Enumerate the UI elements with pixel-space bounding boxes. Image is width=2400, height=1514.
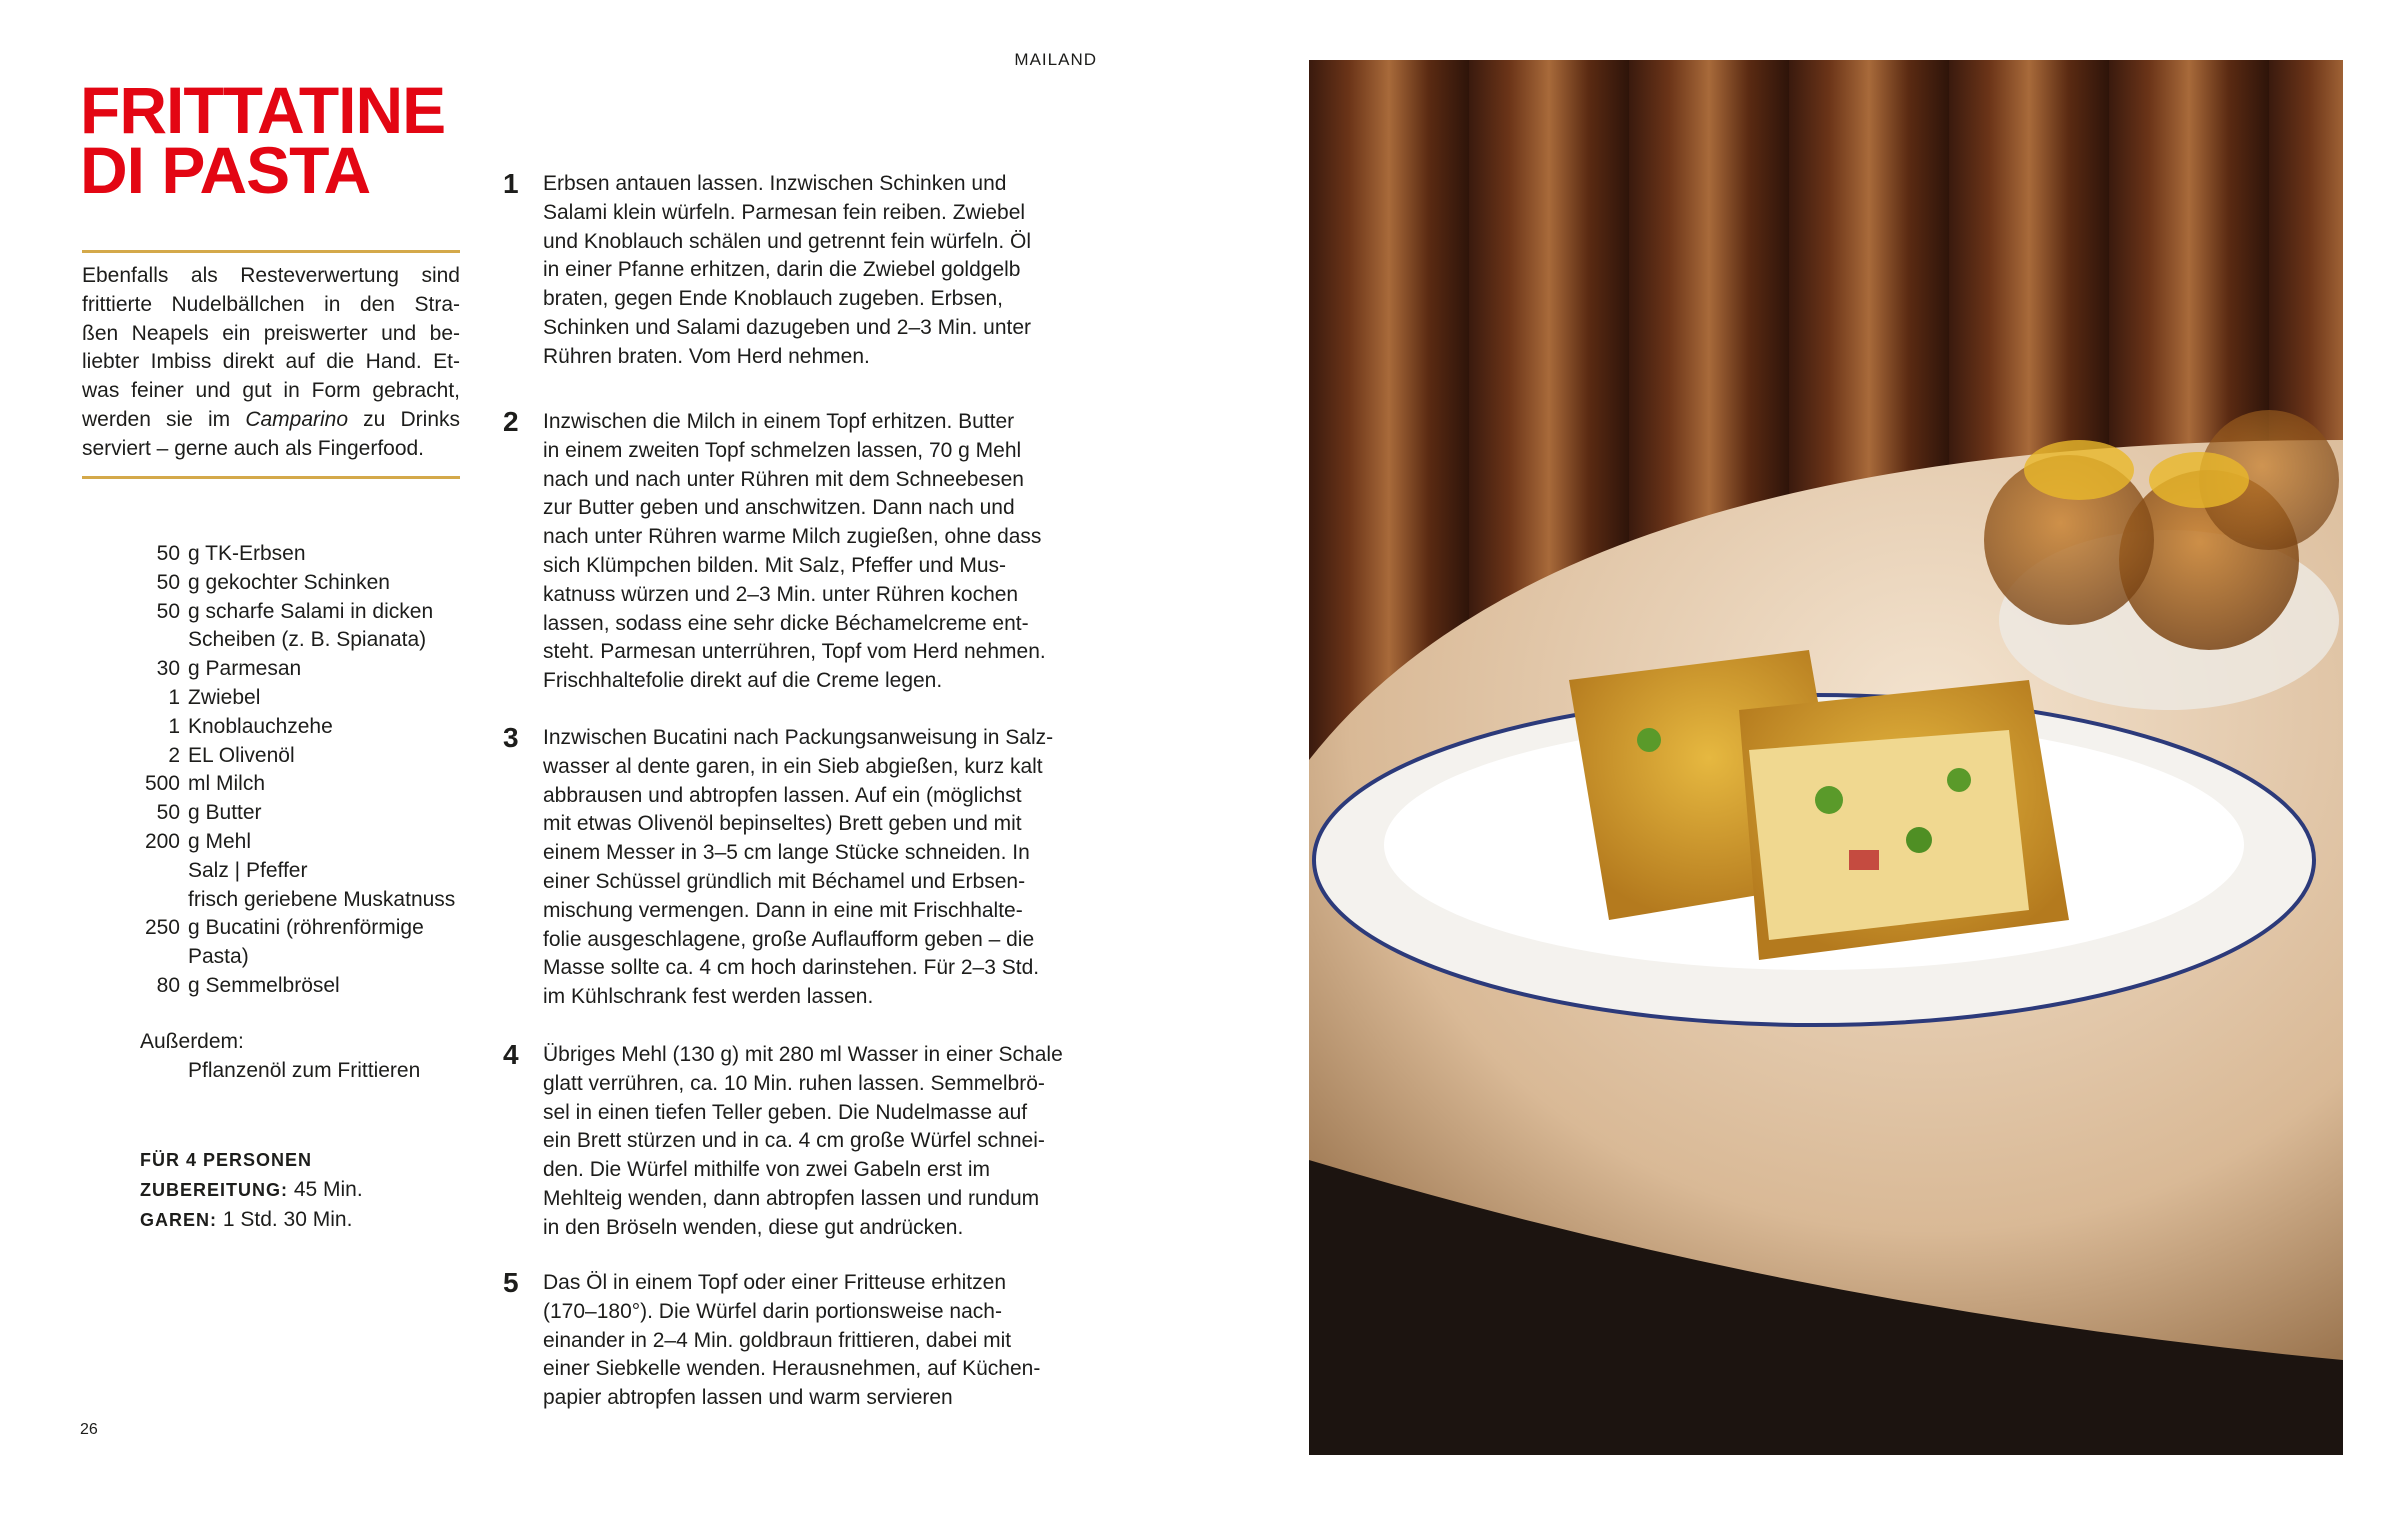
intro-line: liebter Imbiss direkt auf die Hand. Et- [82, 350, 460, 374]
ingredient-quantity: 50 [156, 542, 180, 565]
title-line: DI PASTA [80, 133, 371, 207]
extra-heading: Außerdem: [140, 1030, 244, 1053]
ingredient-quantity [120, 626, 188, 655]
step-line: ein Brett stürzen und in ca. 4 cm große Würfel schnei- [543, 1129, 1045, 1153]
step-line: Das Öl in einem Topf oder einer Fritteuse erhitzen [543, 1271, 1007, 1294]
ingredient-row [120, 799, 455, 828]
step-line: braten, gegen Ende Knoblauch zugeben. Erbsen, [543, 287, 1004, 311]
ingredient-quantity: 500 [144, 772, 180, 796]
step-line: katnuss würzen und 2–3 Min. unter Rühren kochen [543, 582, 1019, 606]
step-line: nach und nach unter Rühren mit dem Schneebesen [543, 467, 1024, 491]
step-line: nach unter Rühren warme Milch zugießen, ohne dass [543, 525, 1042, 549]
step-line: wasser al dente garen, in ein Sieb abgießen, kurz kalt [543, 754, 1043, 778]
cook-value: 1 Std. 30 Min. [217, 1208, 353, 1231]
step-line: zur Butter geben und anschwitzen. Dann nach und [543, 496, 1015, 520]
intro-line: ßen Neapels ein preiswerter und be- [82, 321, 460, 345]
step-line: Inzwischen Bucatini nach Packungsanweisung in Salz- [543, 726, 1054, 749]
ingredient-quantity [120, 943, 188, 972]
ingredient-row [120, 886, 455, 915]
ingredient-text: Knoblauchzehe [188, 714, 333, 738]
step-number: 5 [503, 1267, 519, 1298]
instruction-step [503, 1269, 1103, 1413]
step-line: Schinken und Salami dazugeben und 2–3 Min. unter [543, 315, 1032, 339]
instruction-step [503, 724, 1103, 1012]
instruction-step [503, 1041, 1103, 1243]
ingredient-row [120, 626, 455, 655]
ingredient-quantity [120, 886, 188, 915]
step-text [543, 170, 1031, 372]
ingredient-row [120, 684, 455, 713]
ingredient-text: EL Olivenöl [188, 743, 295, 767]
ingredient-quantity: 2 [168, 743, 180, 767]
step-line: in einer Pfanne erhitzen, darin die Zwiebel goldgelb [543, 258, 1021, 282]
ingredient-text: g scharfe Salami in dicken [188, 599, 434, 623]
text: werden sie im [82, 407, 246, 431]
step-text [543, 408, 1046, 696]
divider [82, 476, 460, 479]
ingredient-text: g Butter [188, 801, 262, 825]
ingredient-row [120, 943, 455, 972]
intro-line: Ebenfalls als Resteverwertung sind [82, 264, 460, 287]
prep-label: ZUBEREITUNG: [140, 1180, 288, 1200]
step-line: im Kühlschrank fest werden lassen. [543, 985, 874, 1009]
ingredient-quantity: 1 [168, 714, 180, 738]
step-line: und Knoblauch schälen und getrennt fein würfeln. Öl [543, 229, 1031, 253]
ingredient-row [120, 598, 455, 627]
ingredient-quantity: 250 [144, 916, 180, 940]
step-line: sich Klümpchen bilden. Mit Salz, Pfeffer und Mus- [543, 553, 1006, 577]
step-line: papier abtropfen lassen und warm servieren [543, 1386, 953, 1410]
step-text [543, 1269, 1040, 1413]
ingredient-quantity [120, 857, 188, 886]
ingredient-quantity: 200 [144, 829, 180, 853]
step-line: Salami klein würfeln. Parmesan fein reiben. Zwiebel [543, 200, 1026, 224]
prep-value: 45 Min. [288, 1178, 363, 1201]
step-line: sel in einen tiefen Teller geben. Die Nudelmasse auf [543, 1100, 1028, 1124]
recipe-title [80, 73, 446, 207]
step-line: einander in 2–4 Min. goldbraun frittieren, dabei mit [543, 1328, 1012, 1352]
ingredient-quantity: 1 [168, 685, 180, 709]
step-line: einer Schüssel gründlich mit Béchamel und Erbsen- [543, 869, 1026, 893]
recipe-meta [140, 1145, 363, 1235]
step-line: Übriges Mehl (130 g) mit 280 ml Wasser in einer Schale [543, 1043, 1063, 1066]
step-line: Mehlteig wenden, dann abtropfen lassen und rundum [543, 1186, 1040, 1210]
extra-item: Pflanzenöl zum Frittieren [188, 1059, 421, 1082]
ingredient-row [120, 857, 455, 886]
step-line: glatt verrühren, ca. 10 Min. ruhen lassen. Semmelbrö- [543, 1071, 1045, 1095]
ingredient-row [120, 540, 455, 569]
step-line: einem Messer in 3–5 cm lange Stücke schneiden. In [543, 841, 1030, 865]
page-number: 26 [80, 1421, 98, 1438]
step-line: Erbsen antauen lassen. Inzwischen Schinken und [543, 172, 1007, 195]
step-number: 4 [503, 1039, 519, 1070]
food-photo [1309, 60, 2343, 1455]
ingredient-text: Scheiben (z. B. Spianata) [188, 628, 427, 652]
ingredient-text: frisch geriebene Muskatnuss [188, 887, 456, 911]
ingredient-row [120, 742, 455, 771]
step-line: Rühren braten. Vom Herd nehmen. [543, 344, 870, 368]
emphasis: Camparino [245, 407, 349, 431]
ingredient-quantity: 50 [156, 599, 180, 623]
ingredient-row [120, 569, 455, 598]
step-line: abbrausen und abtropfen lassen. Auf ein (möglichst [543, 783, 1022, 807]
ingredient-text: Salz | Pfeffer [188, 858, 308, 882]
intro-line [82, 406, 460, 435]
divider [82, 250, 460, 253]
step-line: in einem zweiten Topf schmelzen lassen, 70 g Mehl [543, 438, 1022, 462]
intro-line: serviert – gerne auch als Fingerfood. [82, 436, 425, 460]
ingredient-row [120, 655, 455, 684]
ingredient-text: g gekochter Schinken [188, 570, 390, 594]
step-line: mit etwas Olivenöl bepinseltes) Brett geben und mit [543, 812, 1022, 836]
step-number: 1 [503, 168, 519, 199]
servings: FÜR 4 PERSONEN [140, 1150, 313, 1170]
instruction-step [503, 408, 1103, 696]
step-number: 3 [503, 722, 519, 753]
step-line: in den Bröseln wenden, diese gut andrücken. [543, 1215, 964, 1239]
step-line: den. Die Würfel mithilfe von zwei Gabeln erst im [543, 1158, 990, 1182]
running-head: MAILAND [1014, 50, 1097, 69]
title-line: FRITTATINE [80, 73, 446, 147]
step-line: mischung vermengen. Dann in eine mit Frischhalte- [543, 898, 1023, 922]
intro-line: was feiner und gut in Form gebracht, [82, 379, 460, 403]
ingredient-text: g Bucatini (röhrenförmige [188, 916, 424, 940]
ingredient-quantity: 50 [156, 570, 180, 594]
instruction-step [503, 170, 1103, 372]
ingredient-row [120, 713, 455, 742]
step-number: 2 [503, 406, 519, 437]
ingredient-row [120, 828, 455, 857]
ingredient-text: g Parmesan [188, 657, 302, 681]
ingredient-row [120, 770, 455, 799]
step-text [543, 1041, 1063, 1243]
ingredient-list [120, 540, 455, 1001]
ingredient-text: Zwiebel [188, 685, 261, 709]
step-line: (170–180°). Die Würfel darin portionsweise nach- [543, 1299, 1002, 1323]
step-line: folie ausgeschlagene, große Auflaufform geben – die [543, 927, 1035, 951]
ingredient-quantity: 50 [156, 801, 180, 825]
step-line: Inzwischen die Milch in einem Topf erhitzen. Butter [543, 410, 1015, 433]
ingredient-row [120, 972, 455, 1001]
text: zu Drinks [348, 407, 460, 431]
intro-line: frittierte Nudelbällchen in den Stra- [82, 292, 460, 316]
intro-text [82, 262, 460, 464]
cook-label: GAREN: [140, 1210, 217, 1230]
step-text [543, 724, 1053, 1012]
ingredient-text: g Mehl [188, 829, 252, 853]
ingredient-text: Pasta) [188, 945, 249, 969]
step-line: steht. Parmesan unterrühren, Topf vom Herd nehmen. [543, 640, 1046, 664]
ingredient-text: ml Milch [188, 772, 265, 796]
step-line: Masse sollte ca. 4 cm hoch darinstehen. Für 2–3 Std. [543, 956, 1040, 980]
step-line: lassen, sodass eine sehr dicke Béchamelcreme ent- [543, 611, 1029, 635]
ingredient-quantity: 80 [156, 973, 180, 997]
photo-illustration [1309, 60, 2343, 1455]
ingredient-text: g Semmelbrösel [188, 973, 340, 997]
ingredient-row [120, 914, 455, 943]
step-line: Frischhaltefolie direkt auf die Creme legen. [543, 669, 943, 693]
step-line: einer Siebkelle wenden. Herausnehmen, auf Küchen- [543, 1357, 1041, 1381]
ingredient-text: g TK-Erbsen [188, 542, 306, 565]
ingredient-quantity: 30 [156, 657, 180, 681]
